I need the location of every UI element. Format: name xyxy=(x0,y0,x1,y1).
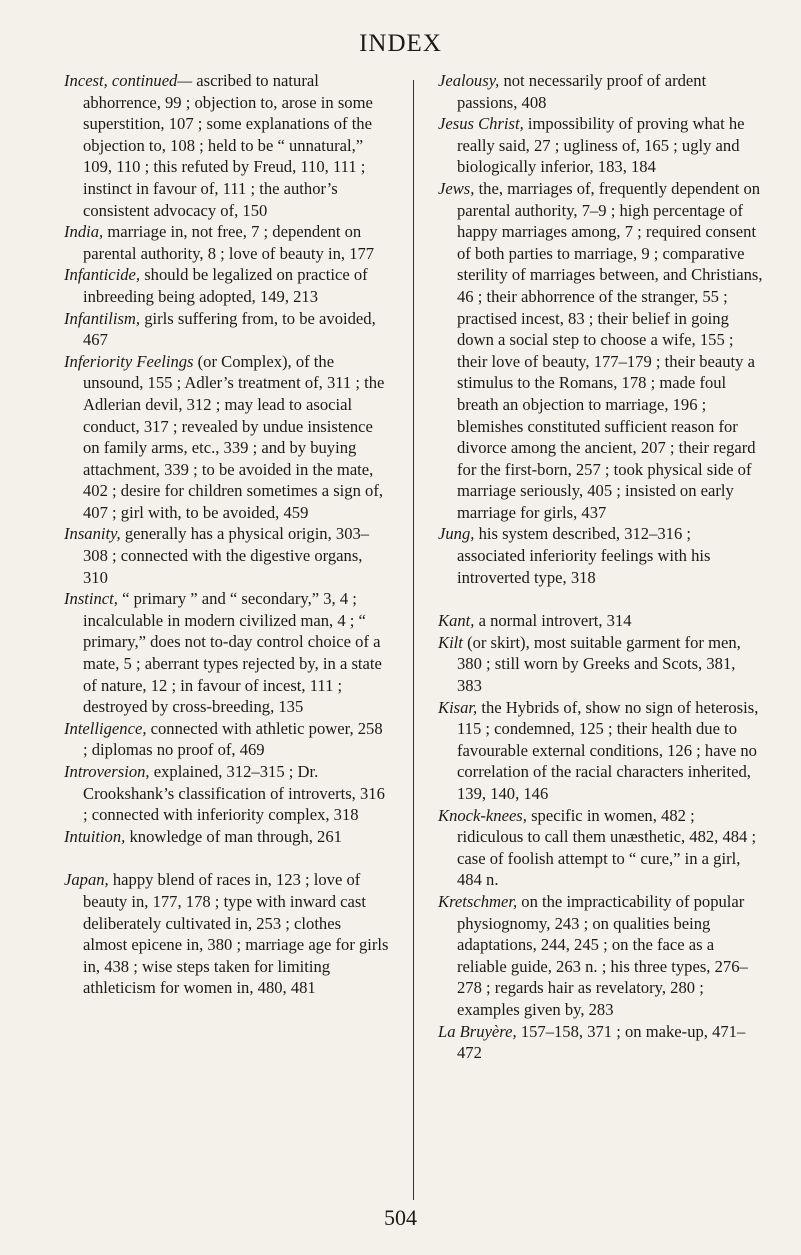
index-entry-heading: La Bruyère, xyxy=(438,1021,517,1041)
index-entry-heading: Japan, xyxy=(64,870,109,890)
index-entry-heading: Insanity, xyxy=(64,524,121,544)
index-entry-heading: Kant, xyxy=(438,611,475,631)
index-entry xyxy=(438,697,763,805)
index-entry xyxy=(64,869,389,999)
index-entry xyxy=(438,523,763,588)
index-entry-text: specific in women, 482 ; ridiculous to call them unæsthetic, 482, 484 ; case of foolish attempt to “ cure,” in a girl, 484 n. xyxy=(457,805,757,890)
index-entry-text: (or Complex), of the unsound, 155 ; Adler’s treatment of, 311 ; the Adlerian devil, 312 ; may lead to asocial conduct, 317 ; revealed by undue insistence on family arms, etc., 339 ; and by buying attachment, 339 ; to be avoided in the mate, 402 ; desire for children sometimes a sign of, 407 ; girl with, to be avoided, 459 xyxy=(83,351,385,522)
index-entry-text: connected with athletic power, 258 ; diplomas no proof of, 469 xyxy=(83,718,383,760)
index-entry-text: the Hybrids of, show no sign of heterosis, 115 ; condemned, 125 ; their health due to favourable external conditions, 126 ; have no correlation of the racial characters inherited, 139, 140, 146 xyxy=(457,697,759,803)
index-entry xyxy=(64,264,389,307)
index-entry xyxy=(438,1021,763,1064)
index-entry xyxy=(438,113,763,178)
index-entry-heading: India, xyxy=(64,222,104,242)
index-entry-text: “ primary ” and “ secondary,” 3, 4 ; incalculable in modern civilized man, 4 ; “ primary,” does not to-day control choice of a mate, 5 ; aberrant types rejected by, in a state of nature, 12 ; in favour of incest, 111 ; destroyed by cross-breeding, 135 xyxy=(83,589,382,717)
index-entry-heading: Jealousy, xyxy=(438,71,500,90)
index-entry-heading: Instinct, xyxy=(64,589,118,609)
index-entry-heading: Kisar, xyxy=(438,697,478,717)
index-entry xyxy=(438,891,763,1021)
index-entry-text: knowledge of man through, 261 xyxy=(129,826,342,846)
index-entry-text: not necessarily proof of ardent passions, 408 xyxy=(457,71,707,112)
index-entry xyxy=(438,178,763,524)
index-entry xyxy=(64,826,389,848)
index-entry-heading: Infanticide, xyxy=(64,265,141,285)
index-entry-heading: Jung, xyxy=(438,524,475,544)
index-entry xyxy=(64,523,389,588)
index-entry-text: should be legalized on practice of inbreeding being adopted, 149, 213 xyxy=(83,265,368,306)
index-column-left xyxy=(64,70,389,999)
index-entry-heading: Introversion, xyxy=(64,762,150,781)
index-entry-heading: Intelligence, xyxy=(64,718,147,738)
index-entry xyxy=(64,308,389,351)
index-entry-text: girls suffering from, to be avoided, 467 xyxy=(83,308,376,350)
index-entry-heading: Kretschmer, xyxy=(438,891,518,911)
index-entry-text: the, marriages of, frequently dependent on parental authority, 7–9 ; high percentage of happy marriages among, 7 ; required consent of both parties to marriage, 9 ; comparative sterility of marriages between, and Christians, 46 ; their abhorrence of the stranger, 55 ; practised incest, 83 ; their belief in going down a social step to choose a wife, 155 ; their love of beauty, 177–179 ; their beauty a stimulus to the Romans, 178 ; made foul breath an objection to marriage, 196 ; blemishes constituted sufficient reason for divorce among the ancient, 207 ; their regard for the first-born, 257 ; took physical side of marriage seriously, 405 ; insisted on early marriage for girls, 437 xyxy=(457,178,763,522)
index-entry-text: explained, 312–315 ; Dr. Crookshank’s classification of introverts, 316 ; connected with inferiority complex, 318 xyxy=(83,762,385,825)
index-entry xyxy=(438,805,763,891)
index-entry xyxy=(438,610,763,632)
index-entry xyxy=(64,588,389,718)
index-entry-heading: Knock-knees, xyxy=(438,805,527,825)
index-entry-text: his system described, 312–316 ; associated inferiority feelings with his introverted type, 318 xyxy=(457,524,711,587)
column-divider xyxy=(413,80,414,1200)
page-number: 504 xyxy=(384,1205,417,1230)
index-entry xyxy=(64,351,389,524)
index-entry-heading: Infantilism, xyxy=(64,308,141,328)
index-entry xyxy=(64,761,389,826)
index-entry-text: impossibility of proving what he really said, 27 ; ugliness of, 165 ; ugly and biologically inferior, 183, 184 xyxy=(457,114,745,177)
index-entry-text: happy blend of races in, 123 ; love of beauty in, 177, 178 ; type with inward cast deliberately cultivated in, 253 ; clothes almost epicene in, 380 ; marriage age for girls in, 438 ; wise steps taken for limiting athleticism for women in, 480, 481 xyxy=(83,870,389,998)
index-entry-text: a normal introvert, 314 xyxy=(478,611,632,631)
index-entry xyxy=(438,70,763,113)
index-entry-text: on the impracticability of popular physiognomy, 243 ; on qualities being adaptations, 244, 245 ; on the face as a reliable guide, 263 n. ; his three types, 276–278 ; regards hair as revelatory, 280 ; examples given by, 283 xyxy=(457,891,748,1019)
index-column-right xyxy=(438,70,763,1064)
index-entry-text: 157–158, 371 ; on make-up, 471–472 xyxy=(457,1021,746,1063)
index-entry-text: marriage in, not free, 7 ; dependent on parental authority, 8 ; love of beauty in, 177 xyxy=(83,222,375,263)
index-entry xyxy=(438,632,763,697)
index-entry-heading: Inferiority Feelings xyxy=(64,351,194,371)
index-entry-heading: Jesus Christ, xyxy=(438,114,524,134)
index-entry xyxy=(64,221,389,264)
letter-group-gap xyxy=(64,847,389,869)
index-entry-text: ascribed to natural abhorrence, 99 ; objection to, arose in some superstition, 107 ; some explanations of the objection to, 108 ; held to be “ unnatural,” 109, 110 ; this refuted by Freud, 110, 111 ; instinct in favour of, 111 ; the author’s consistent advocacy of, 150 xyxy=(83,71,373,220)
page-title: INDEX xyxy=(359,30,442,57)
index-entry-heading: Jews, xyxy=(438,178,475,198)
index-entry-heading: Intuition, xyxy=(64,826,126,846)
index-entry-heading: Incest, continued— xyxy=(64,71,193,90)
index-entry-heading: Kilt xyxy=(438,632,463,652)
index-entry-text: (or skirt), most suitable garment for men, 380 ; still worn by Greeks and Scots, 381, 383 xyxy=(457,632,741,696)
index-entry xyxy=(64,70,389,221)
letter-group-gap xyxy=(438,588,763,610)
index-entry-text: generally has a physical origin, 303–308 ; connected with the digestive organs, 310 xyxy=(83,524,370,587)
index-entry xyxy=(64,718,389,761)
